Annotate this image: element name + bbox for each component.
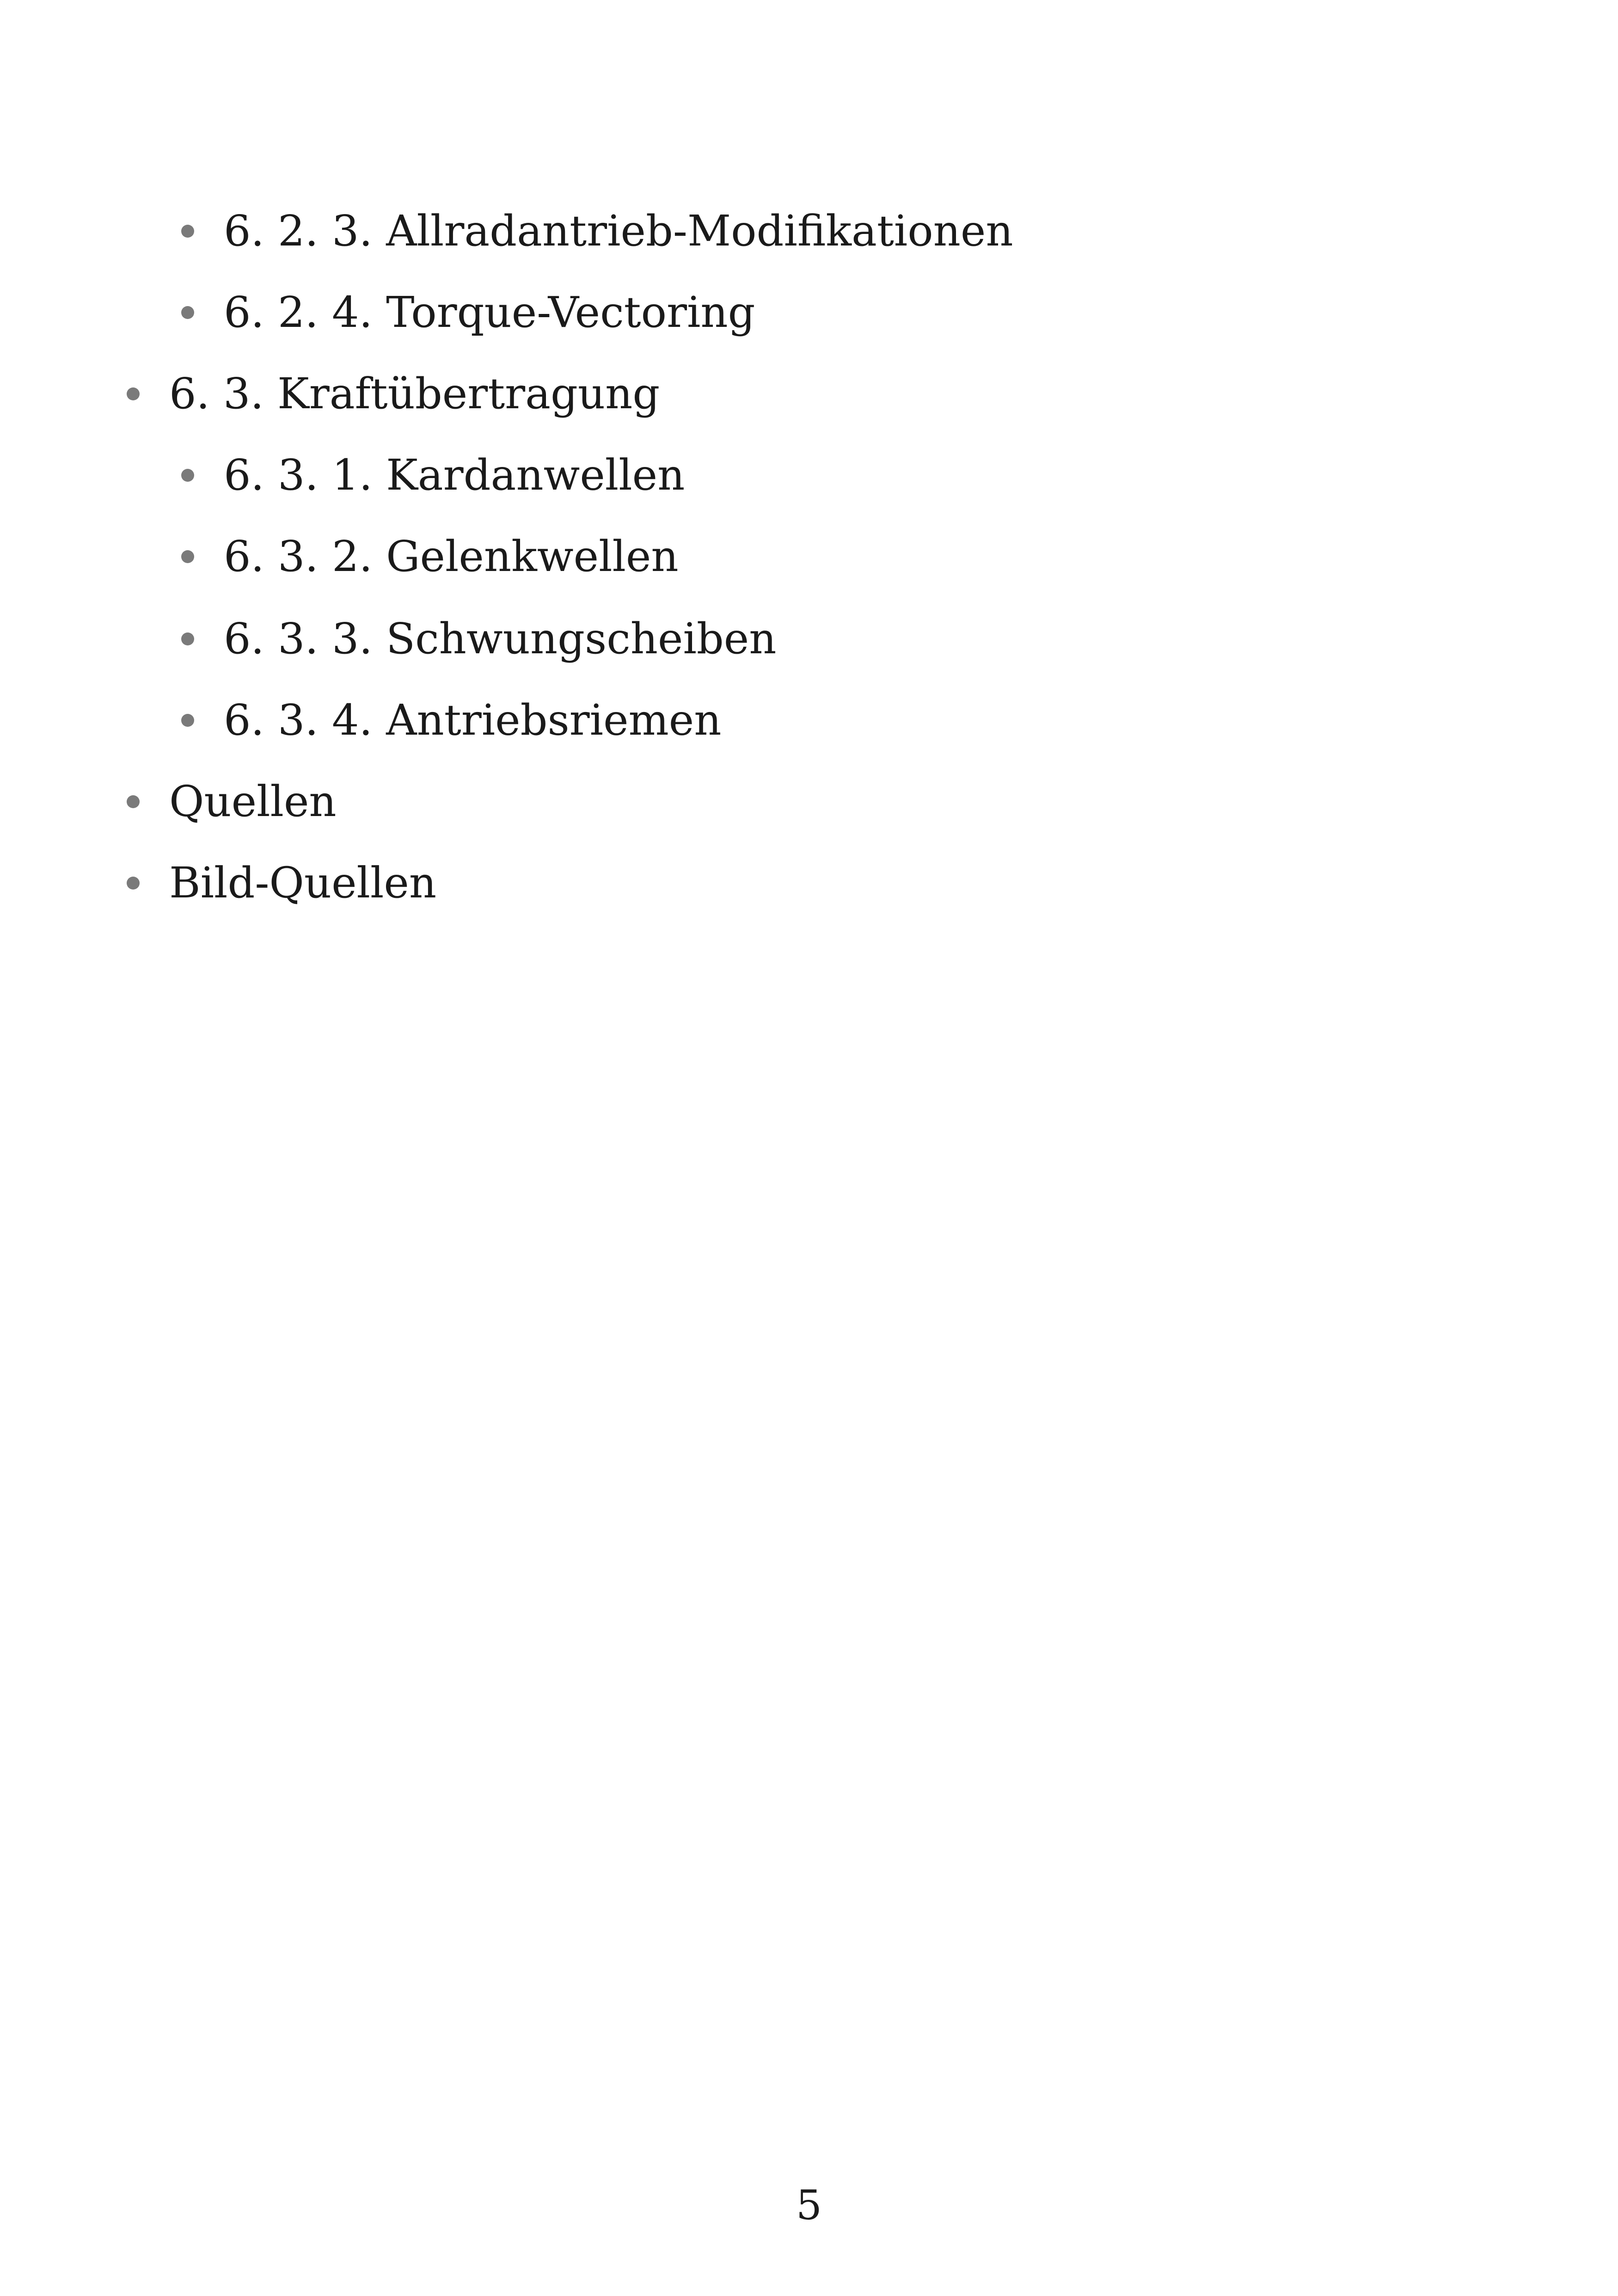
- toc-entry-label: 6. 3. 3. Schwungscheiben: [224, 614, 777, 663]
- bullet-icon: [127, 877, 140, 890]
- toc-entry-label: Bild-Quellen: [169, 858, 437, 908]
- bullet-icon: [181, 225, 194, 238]
- bullet-icon: [181, 714, 194, 727]
- page-number: 5: [796, 2181, 822, 2229]
- bullet-icon: [181, 632, 194, 645]
- toc-entry-label: 6. 2. 3. Allradantrieb-Modifikationen: [224, 206, 1013, 256]
- bullet-icon: [181, 469, 194, 482]
- bullet-icon: [127, 795, 140, 808]
- toc-entry-label: 6. 3. 4. Antriebsriemen: [224, 695, 722, 745]
- toc-entry-label: 6. 3. 1. Kardanwellen: [224, 450, 685, 500]
- toc-entry-label: 6. 3. 2. Gelenkwellen: [224, 532, 679, 581]
- bullet-icon: [181, 306, 194, 319]
- toc-entry-label: 6. 3. Kraftübertragung: [169, 369, 660, 418]
- bullet-icon: [127, 387, 140, 400]
- bullet-icon: [181, 550, 194, 563]
- toc-entry-label: 6. 2. 4. Torque-Vectoring: [224, 288, 755, 337]
- table-of-contents: [0, 0, 1618, 971]
- toc-entry-label: Quellen: [169, 777, 337, 826]
